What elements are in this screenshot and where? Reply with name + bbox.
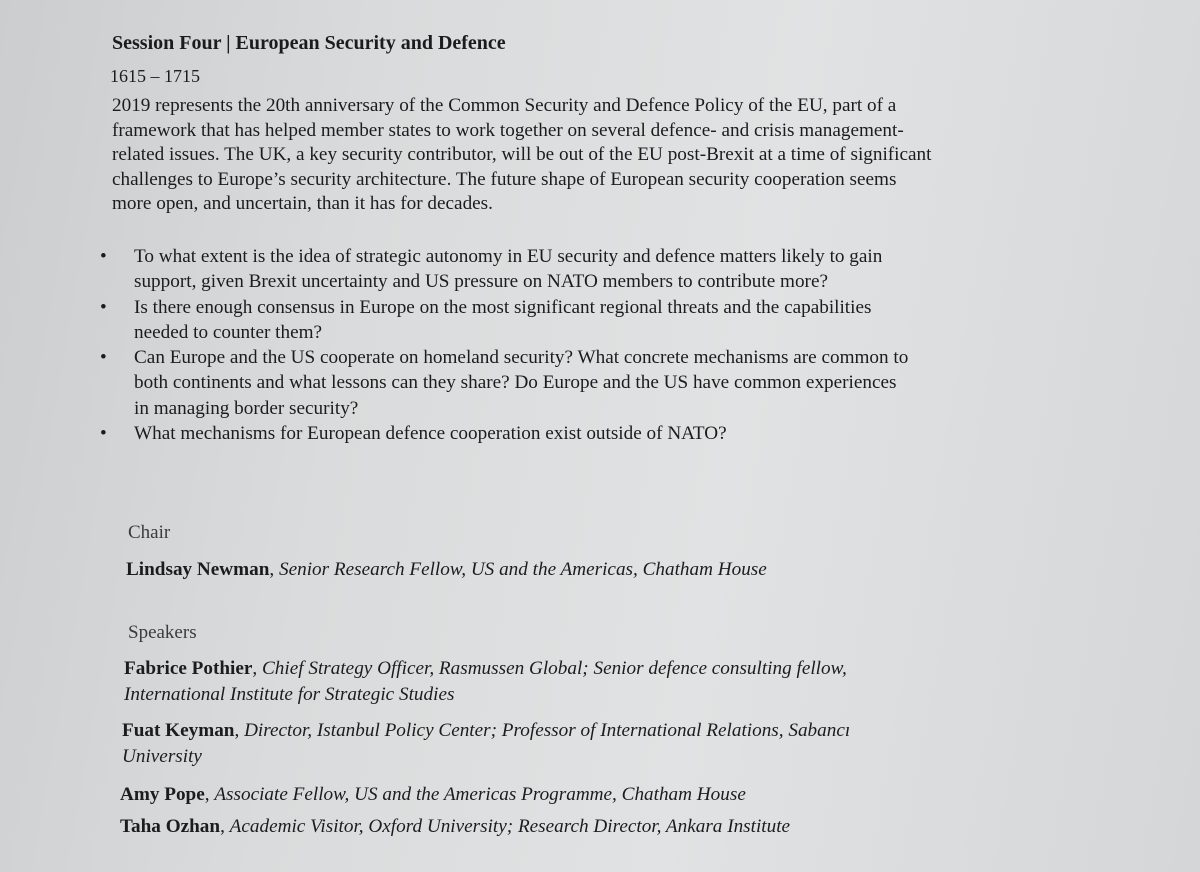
speaker-name: Fabrice Pothier [124,658,253,679]
question-line: both continents and what lessons can they share? Do Europe and the US have common experiences [134,372,897,394]
question-item [96,345,908,421]
chair-entry: Lindsay Newman, Senior Research Fellow, US and the Americas, Chatham House [126,559,767,580]
speaker-name: Amy Pope [120,784,205,805]
chair-name: Lindsay Newman [126,559,270,580]
chair-label: Chair [128,522,171,543]
intro-line: framework that has helped member states to work together on several defence- and crisis management- [112,119,904,141]
speaker-role-continued: International Institute for Strategic Studies [124,683,455,705]
intro-paragraph [112,94,1122,217]
speaker-role: Director, Istanbul Policy Center; Professor of International Relations, Sabancı [244,720,851,741]
session-time: 1615 – 1715 [110,66,200,86]
speaker-role: Chief Strategy Officer, Rasmussen Global; Senior defence consulting fellow, [262,658,847,679]
bullet-icon: • [100,347,107,369]
intro-line: 2019 represents the 20th anniversary of the Common Security and Defence Policy of the EU, part of a [112,95,897,116]
bullet-icon: • [100,296,107,318]
bullet-icon: • [100,246,107,267]
intro-line: challenges to Europe’s security architecture. The future shape of European security cooperation seems [112,168,897,190]
question-list [96,244,908,446]
speaker-entry: Taha Ozhan, Academic Visitor, Oxford University; Research Director, Ankara Institute [120,816,791,837]
question-item [96,295,908,346]
speaker-role: Academic Visitor, Oxford University; Research Director, Ankara Institute [229,816,791,837]
speaker-name: Fuat Keyman [122,720,235,741]
speaker-role: Associate Fellow, US and the Americas Programme, Chatham House [214,784,746,805]
session-title: Session Four | European Security and Defence [112,32,506,54]
intro-line: more open, and uncertain, than it has for decades. [112,193,493,215]
question-line: To what extent is the idea of strategic autonomy in EU security and defence matters likely to gain [134,246,883,267]
chair-role: Senior Research Fellow, US and the Americas, Chatham House [279,559,767,580]
speaker-entry: Fabrice Pothier, Chief Strategy Officer, Rasmussen Global; Senior defence consulting fellow, International Institute for Strategic Studies [124,656,847,707]
question-line: Is there enough consensus in Europe on the most significant regional threats and the capabilities [134,296,872,318]
speaker-entry: Amy Pope, Associate Fellow, US and the Americas Programme, Chatham House [120,784,746,805]
question-line: What mechanisms for European defence cooperation exist outside of NATO? [134,423,727,445]
question-line: support, given Brexit uncertainty and US pressure on NATO members to contribute more? [134,271,828,293]
question-line: in managing border security? [134,397,359,419]
speaker-name: Taha Ozhan [120,816,221,837]
speakers-label: Speakers [128,622,197,643]
question-line: Can Europe and the US cooperate on homeland security? What concrete mechanisms are common to [134,347,909,369]
bullet-icon: • [100,423,107,445]
intro-line: related issues. The UK, a key security contributor, will be out of the EU post-Brexit at a time of significant [112,144,932,166]
question-item [96,244,908,295]
speaker-entry: Fuat Keyman, Director, Istanbul Policy Center; Professor of International Relations, Sabancı University [122,718,850,769]
speaker-role-continued: University [122,745,202,767]
question-item [96,421,908,446]
question-line: needed to counter them? [134,321,323,343]
